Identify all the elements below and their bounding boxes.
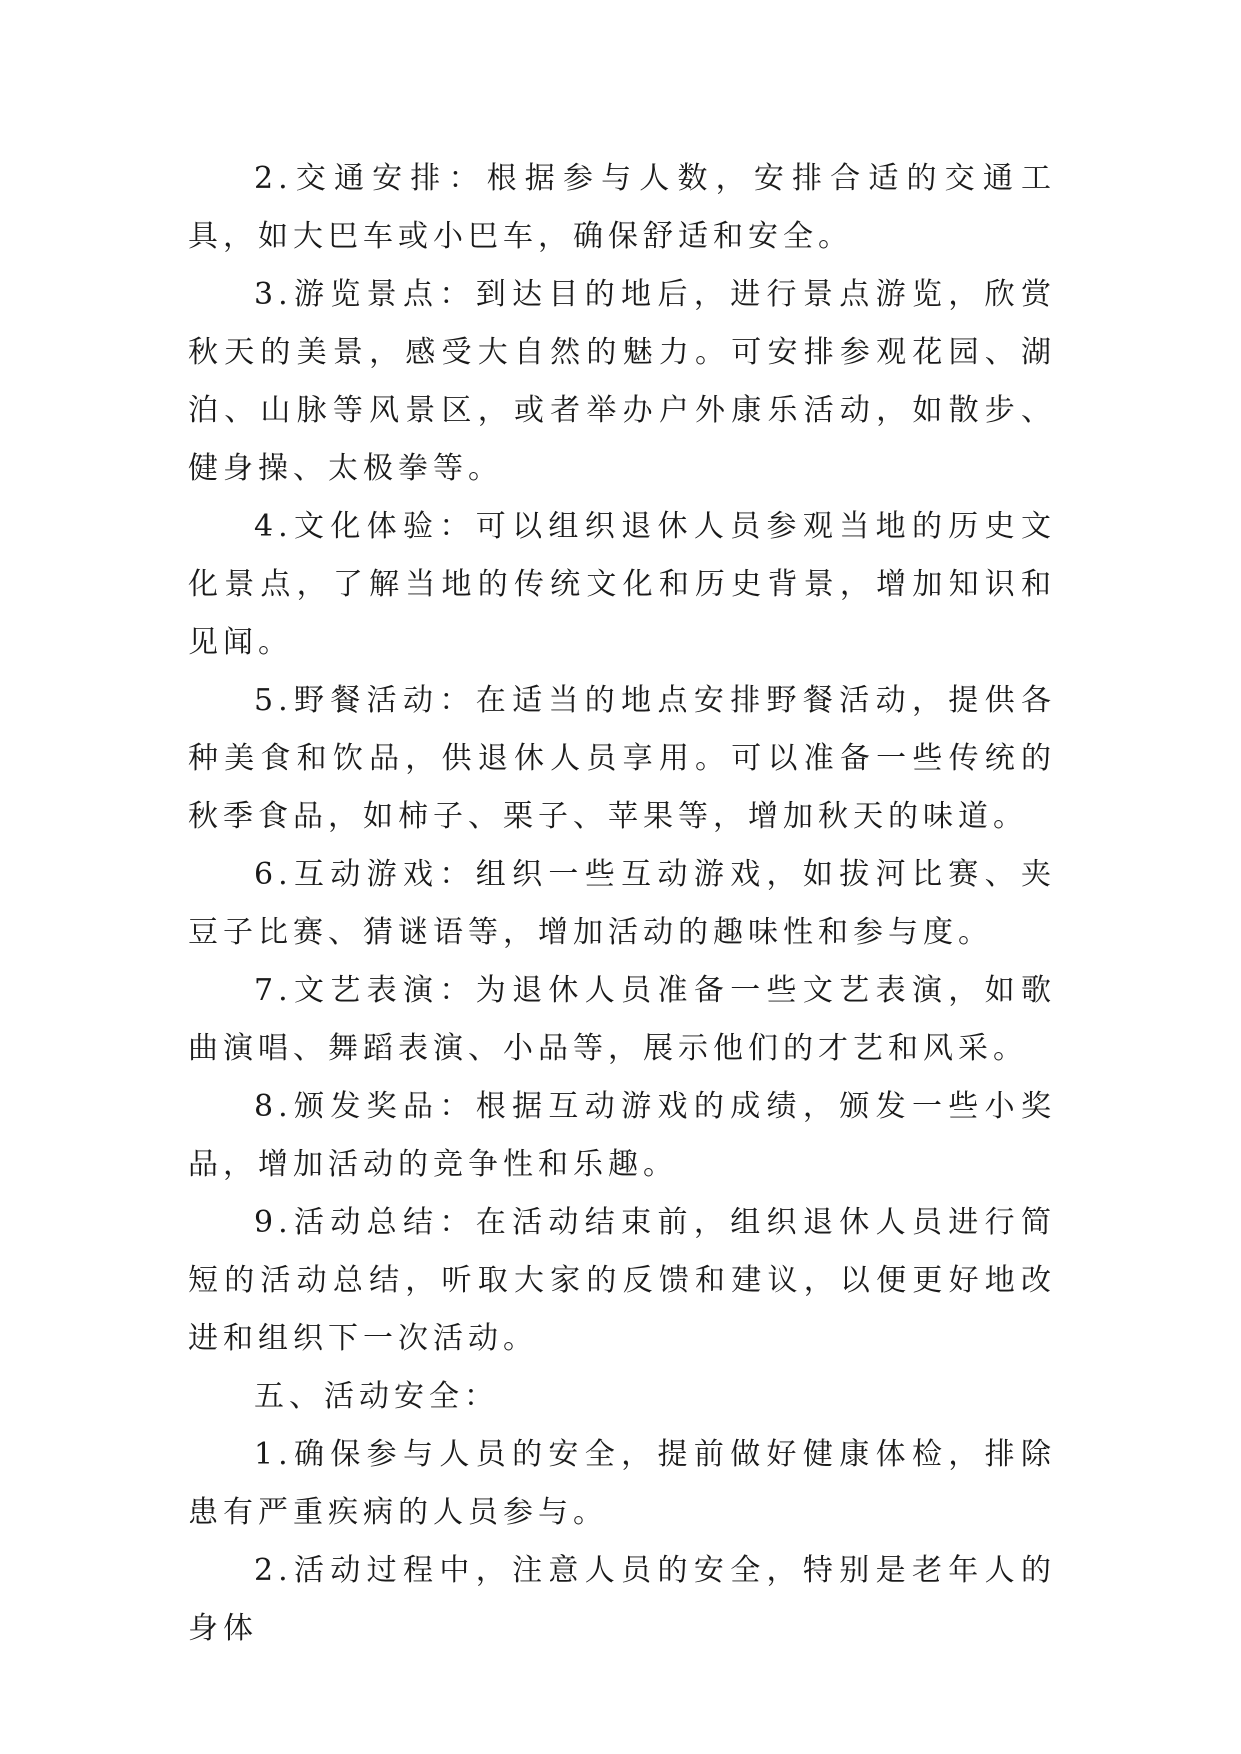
- paragraph-culture: 4.文化体验：可以组织退休人员参观当地的历史文化景点，了解当地的传统文化和历史背景，增加知识和见闻。: [188, 509, 1056, 660]
- paragraph-prizes: 8.颁发奖品：根据互动游戏的成绩，颁发一些小奖品，增加活动的竞争性和乐趣。: [188, 1089, 1056, 1182]
- paragraph-summary: 9.活动总结：在活动结束前，组织退休人员进行简短的活动总结，听取大家的反馈和建议，以便更好地改进和组织下一次活动。: [188, 1205, 1056, 1356]
- paragraph-sightseeing: 3.游览景点：到达目的地后，进行景点游览，欣赏秋天的美景，感受大自然的魅力。可安排参观花园、湖泊、山脉等风景区，或者举办户外康乐活动，如散步、健身操、太极拳等。: [188, 277, 1056, 486]
- paragraph-performance: 7.文艺表演：为退休人员准备一些文艺表演，如歌曲演唱、舞蹈表演、小品等，展示他们的才艺和风采。: [188, 973, 1056, 1066]
- paragraph-games: 6.互动游戏：组织一些互动游戏，如拔河比赛、夹豆子比赛、猜谜语等，增加活动的趣味性和参与度。: [188, 857, 1056, 950]
- document-body: [188, 150, 1056, 1658]
- section-heading-safety: 五、活动安全：: [254, 1379, 499, 1414]
- paragraph-picnic: 5.野餐活动：在适当的地点安排野餐活动，提供各种美食和饮品，供退休人员享用。可以准备一些传统的秋季食品，如柿子、栗子、苹果等，增加秋天的味道。: [188, 683, 1056, 834]
- paragraph-safety-1: 1.确保参与人员的安全，提前做好健康体检，排除患有严重疾病的人员参与。: [188, 1437, 1056, 1530]
- paragraph-safety-2: 2.活动过程中，注意人员的安全，特别是老年人的身体: [188, 1553, 1056, 1646]
- paragraph-transport: 2.交通安排：根据参与人数，安排合适的交通工具，如大巴车或小巴车，确保舒适和安全。: [188, 161, 1056, 254]
